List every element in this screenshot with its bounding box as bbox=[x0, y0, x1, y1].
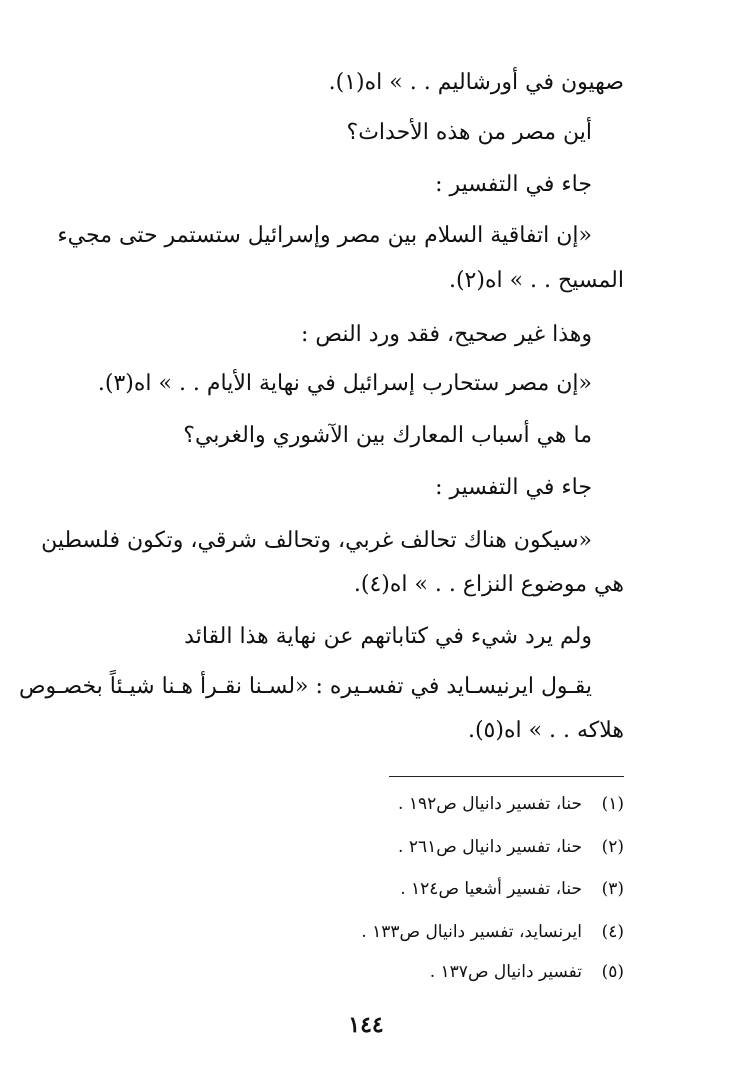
body-line: هلاكه . . » اه(٥). bbox=[467, 718, 624, 743]
footnote bbox=[398, 792, 624, 816]
footnote-number: (٤) bbox=[601, 922, 624, 942]
footnote-text: ايرنسايد، تفسير دانيال ص١٣٣ . bbox=[361, 922, 582, 942]
footnote bbox=[400, 877, 624, 901]
body-line: أين مصر من هذه الأحداث؟ bbox=[346, 120, 592, 145]
footnote bbox=[430, 960, 624, 984]
page-number: ١٤٤ bbox=[348, 1012, 384, 1038]
body-line: ما هي أسباب المعارك بين الآشوري والغربي؟ bbox=[183, 423, 592, 448]
footnote-text: حنا، تفسير دانيال ص٢٦١ . bbox=[398, 837, 582, 857]
body-line: «إن مصر ستحارب إسرائيل في نهاية الأيام . . » اه(٣). bbox=[97, 371, 592, 396]
body-line: جاء في التفسير : bbox=[435, 172, 592, 197]
footnote-text: حنا، تفسير دانيال ص١٩٢ . bbox=[398, 794, 582, 814]
footnote-number: (٢) bbox=[601, 837, 624, 857]
footnote-divider bbox=[389, 776, 624, 777]
footnote-number: (٥) bbox=[601, 962, 624, 982]
body-line: جاء في التفسير : bbox=[435, 475, 592, 500]
body-line: «إن اتفاقية السلام بين مصر وإسرائيل ستستمر حتى مجيء bbox=[57, 223, 592, 248]
body-line: صهيون في أورشاليم . . » اه(١). bbox=[328, 70, 624, 95]
footnote bbox=[361, 920, 624, 944]
body-line: ولم يرد شيء في كتاباتهم عن نهاية هذا القائد bbox=[184, 624, 592, 649]
body-line: المسيح . . » اه(٢). bbox=[448, 268, 624, 293]
body-line: وهذا غير صحيح، فقد ورد النص : bbox=[300, 322, 592, 347]
footnote-number: (٣) bbox=[601, 879, 624, 899]
footnote-text: حنا، تفسير أشعيا ص١٢٤ . bbox=[400, 879, 582, 899]
footnote bbox=[398, 835, 624, 859]
body-line: «سيكون هناك تحالف غربي، وتحالف شرقي، وتكون فلسطين bbox=[41, 528, 592, 553]
body-line: هي موضوع النزاع . . » اه(٤). bbox=[353, 572, 624, 597]
body-line: يقـول ايرنيسـايد في تفسـيره : «لسـنا نقـرأ هـنا شيـئاً بخصـوص bbox=[18, 674, 592, 699]
footnote-number: (١) bbox=[601, 794, 624, 814]
footnote-text: تفسير دانيال ص١٣٧ . bbox=[429, 962, 582, 982]
